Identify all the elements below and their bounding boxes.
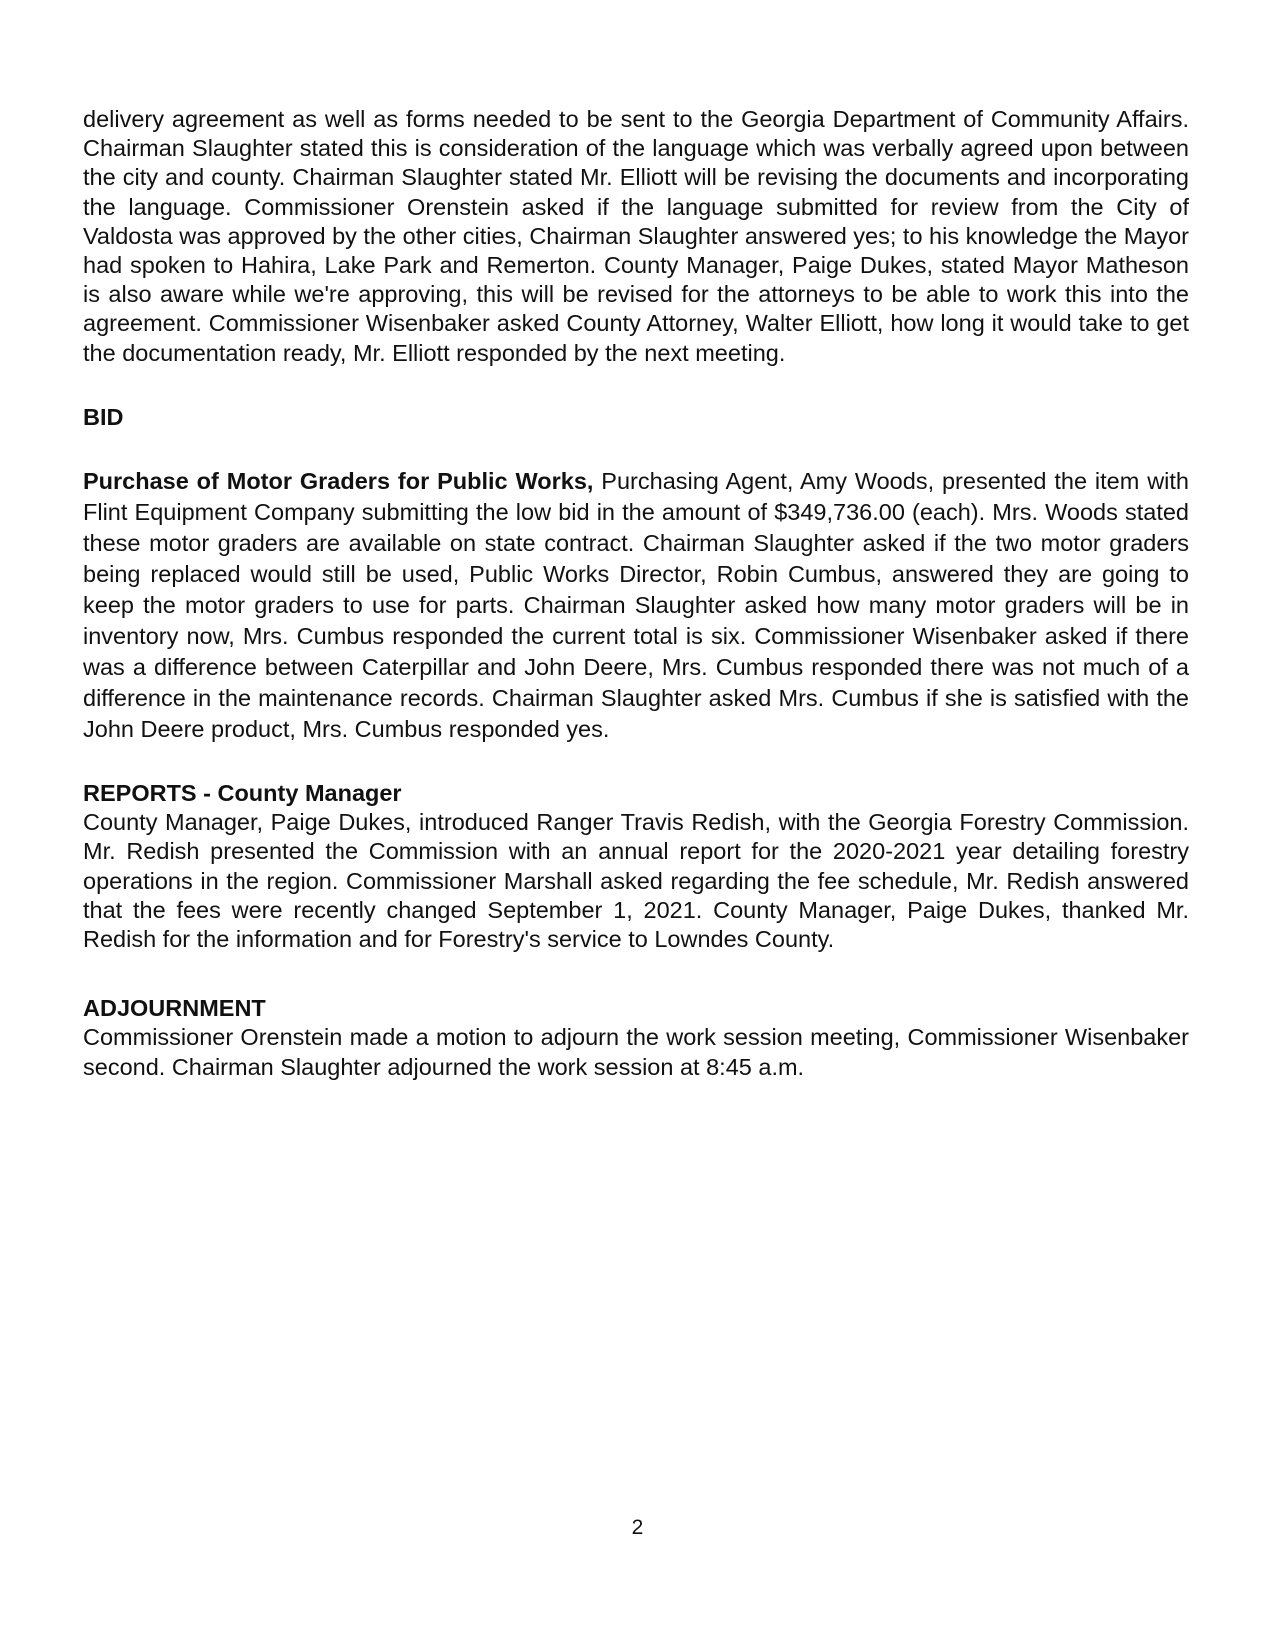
bid-item-text: Purchasing Agent, Amy Woods, presented the item with Flint Equipment Company submitting the low bid in the amount of $349,736.00 (each). Mrs. Woods stated these motor graders are available on state contract. Chairman Slaughter asked if the two motor graders being replaced would still be used, Public Works Director, Robin Cumbus, answered they are going to keep the motor graders to use for parts. Chairman Slaughter asked how many motor graders will be in inventory now, Mrs. Cumbus responded the current total is six. Commissioner Wisenbaker asked if there was a difference between Caterpillar and John Deere, Mrs. Cumbus responded there was not much of a difference in the maintenance records. Chairman Slaughter asked Mrs. Cumbus if she is satisfied with the John Deere product, Mrs. Cumbus responded yes. [83,468,1189,743]
reports-paragraph: County Manager, Paige Dukes, introduced Ranger Travis Redish, with the Georgia Forestry Commission. Mr. Redish presented the Commission with an annual report for the 2020-2021 year detailing forestry operations in the region. Commissioner Marshall asked regarding the fee schedule, Mr. Redish answered that the fees were recently changed September 1, 2021. County Manager, Paige Dukes, thanked Mr. Redish for the information and for Forestry's service to Lowndes County. [83,809,1189,953]
section-heading-reports: REPORTS - County Manager [83,780,402,807]
section-heading-bid: BID [83,403,124,430]
document-body [83,105,1189,1082]
bid-item-title: Purchase of Motor Graders for Public Works, [83,468,594,495]
page-number: 2 [631,1516,644,1539]
adjournment-paragraph: Commissioner Orenstein made a motion to adjourn the work session meeting, Commissioner Wisenbaker second. Chairman Slaughter adjourned the work session at 8:45 a.m. [83,1024,1189,1080]
section-heading-adjournment: ADJOURNMENT [83,995,266,1022]
bid-paragraph [83,466,1189,745]
intro-paragraph: delivery agreement as well as forms needed to be sent to the Georgia Department of Community Affairs. Chairman Slaughter stated this is consideration of the language which was verbally agreed upon between the city and county. Chairman Slaughter stated Mr. Elliott will be revising the documents and incorporating the language. Commissioner Orenstein asked if the language submitted for review from the City of Valdosta was approved by the other cities, Chairman Slaughter answered yes; to his knowledge the Mayor had spoken to Hahira, Lake Park and Remerton. County Manager, Paige Dukes, stated Mayor Matheson is also aware while we're approving, this will be revised for the attorneys to be able to work this into the agreement. Commissioner Wisenbaker asked County Attorney, Walter Elliott, how long it would take to get the documentation ready, Mr. Elliott responded by the next meeting. [83,106,1189,366]
